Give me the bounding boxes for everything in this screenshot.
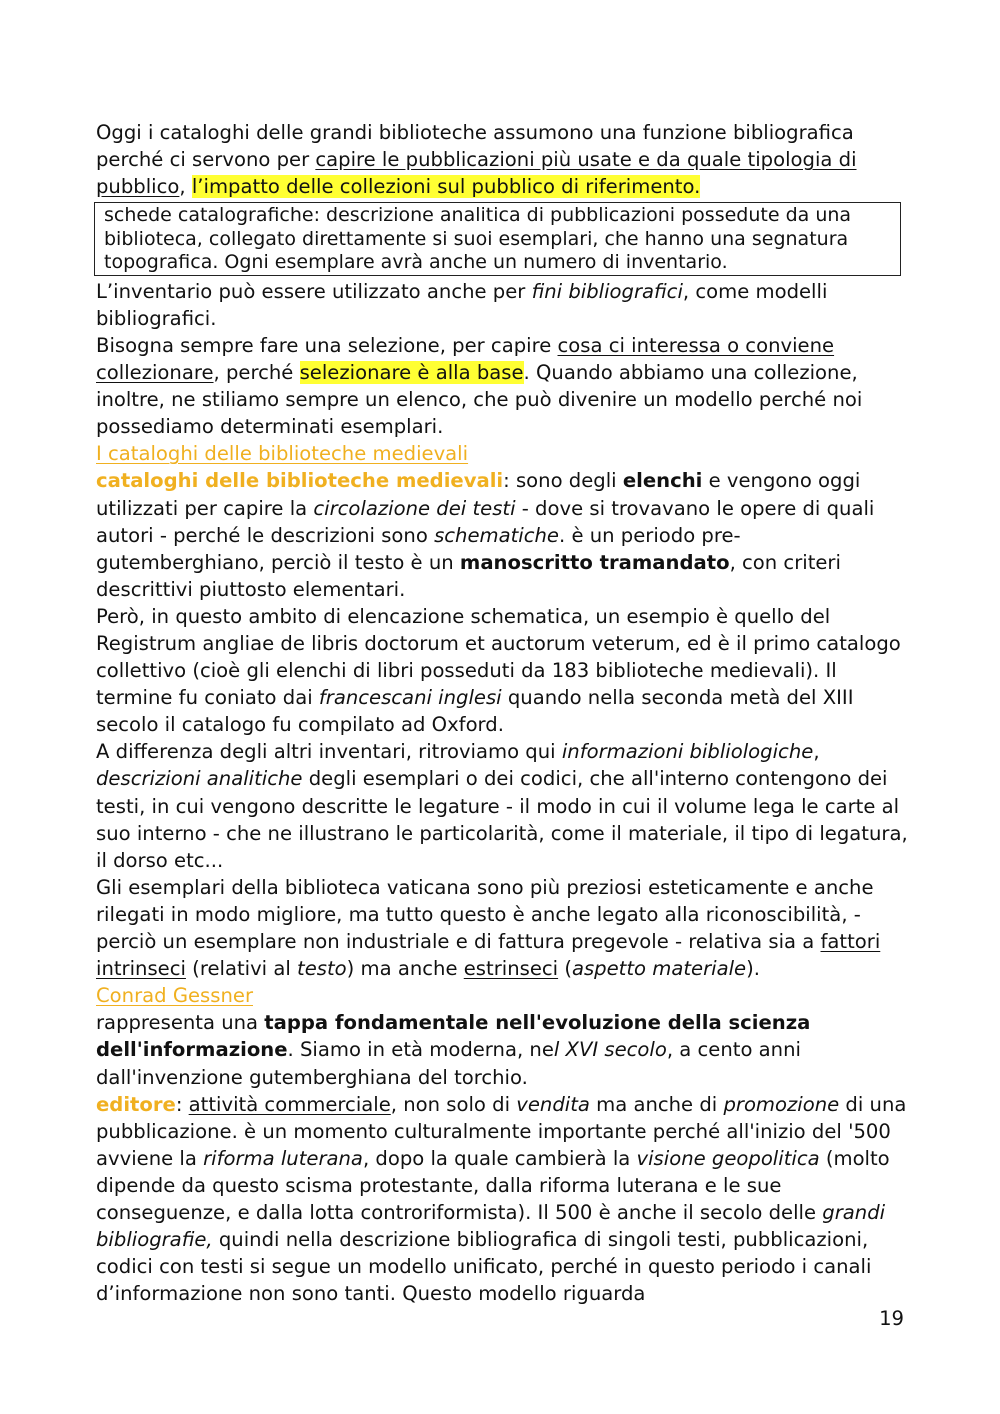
text-span: ) ma anche: [346, 957, 464, 981]
text-span: rappresenta una: [96, 1011, 265, 1035]
text-span: (: [558, 957, 572, 981]
heading-text: I cataloghi delle biblioteche medievali: [96, 442, 469, 466]
text-span: ,: [813, 740, 820, 764]
text-span: e vengono oggi utilizzati per capire la: [96, 469, 861, 520]
text-span: ).: [746, 957, 760, 981]
italic-text: francescani inglesi: [318, 686, 502, 710]
text-span: , con criteri descrittivi piuttosto elementari.: [96, 550, 841, 601]
section-heading-gessner: [96, 982, 908, 1009]
paragraph-selezione: [96, 332, 908, 440]
italic-text: riforma luterana: [203, 1146, 363, 1170]
term-text: editore: [96, 1092, 176, 1116]
text-span: , perché: [213, 361, 300, 385]
section-heading-medievali: [96, 440, 908, 467]
text-span: A differenza degli altri inventari, ritroviamo qui: [96, 740, 562, 764]
italic-text: promozione: [723, 1092, 840, 1116]
text-span: , come modelli bibliografici.: [96, 279, 828, 330]
underlined-text: cosa ci interessa o conviene collezionare: [96, 333, 835, 385]
text-span: . Siamo in età moderna, ne: [287, 1038, 554, 1062]
text-span: : sono degli: [503, 469, 623, 493]
paragraph-editore: [96, 1091, 908, 1308]
italic-text: informazioni bibliologiche: [561, 740, 814, 764]
italic-text: descrizioni analitiche: [96, 767, 303, 791]
bold-text: elenchi: [622, 469, 703, 493]
paragraph-inventario: [96, 278, 908, 332]
italic-text: grandi bibliografie,: [96, 1200, 886, 1252]
text-span: , a cento anni dall'invenzione gutemberghiana del torchio.: [96, 1038, 801, 1089]
paragraph-registrum: [96, 603, 908, 738]
paragraph-intro: [96, 119, 908, 200]
italic-text: testo: [297, 957, 347, 981]
italic-text: vendita: [516, 1092, 590, 1116]
text-span: Gli esemplari della biblioteca vaticana sono più preziosi esteticamente e anche rilegati in modo migliore, ma tutto questo è anche legato alla riconoscibilità, - perciò un esemplare non industriale e di fattura pregevole - relativa sia a: [96, 875, 874, 954]
definition-box: [94, 202, 901, 276]
paragraph-inventari: [96, 738, 908, 873]
text-span: - dove si trovavano le opere di quali autori - perché le descrizioni sono: [96, 496, 875, 547]
italic-text: schematiche: [434, 523, 559, 547]
text-span: ,: [179, 175, 192, 199]
italic-text: aspetto materiale: [571, 957, 747, 981]
underlined-text: estrinseci: [463, 957, 559, 981]
text-span: quando nella seconda metà del XIII secolo il catalogo fu compilato ad Oxford.: [96, 686, 854, 737]
paragraph-cataloghi: [96, 467, 908, 602]
bold-text: tappa fondamentale nell'evoluzione della scienza dell'informazione: [96, 1011, 811, 1062]
underlined-text: fattori intrinseci: [96, 930, 881, 981]
text-span: L’inventario può essere utilizzato anche per: [96, 279, 532, 303]
text-span: di una pubblicazione. è un momento culturalmente importante perché all'inizio del '500 avviene la: [96, 1092, 907, 1170]
paragraph-gessner: [96, 1009, 908, 1090]
text-span: Però, in questo ambito di elencazione schematica, un esempio è quello del Registrum angliae de libris doctorum et auctorum veterum, ed è il primo catalogo collettivo (cioè gli elenchi di libri posseduti da 183 biblioteche medievali). Il termine fu coniato dai: [96, 604, 901, 710]
text-span: Oggi i cataloghi delle grandi biblioteche assumono una funzione bibliografica perché ci servono per: [96, 121, 854, 172]
highlighted-text: selezionare è alla base: [299, 361, 524, 385]
paragraph-vaticana: [96, 874, 908, 982]
text-span: (molto dipende da questo scisma protestante, dalla riforma luterana e le sue conseguenze, e dalla lotta controriformista). Il 500 è anche il secolo delle: [96, 1146, 890, 1224]
text-span: , dopo la quale cambierà la: [362, 1146, 637, 1170]
italic-text: l XVI secolo: [553, 1038, 667, 1062]
text-span: :: [175, 1092, 189, 1116]
text-span: . è un periodo pre-gutemberghiano, perciò il testo è un: [96, 523, 741, 574]
text-span: , non solo di: [390, 1092, 517, 1116]
text-span: . Quando abbiamo una collezione, inoltre, ne stiliamo sempre un elenco, che può divenire un modello perché noi possediamo determinati esemplari.: [96, 361, 863, 439]
underlined-text: attività commerciale: [188, 1092, 391, 1116]
highlighted-text: l’impatto delle collezioni sul pubblico di riferimento.: [191, 175, 701, 199]
term-text: cataloghi delle biblioteche medievali: [96, 469, 504, 493]
document-body: [96, 119, 908, 1307]
text-span: Bisogna sempre fare una selezione, per capire: [96, 333, 558, 357]
heading-text: Conrad Gessner: [96, 984, 253, 1008]
italic-text: circolazione dei testi: [313, 496, 516, 520]
italic-text: fini bibliografici: [531, 279, 683, 303]
text-span: quindi nella descrizione bibliografica di singoli testi, pubblicazioni, codici con testi si segue un modello unificato, perché in questo periodo i canali d’informazione non sono tanti. Questo modello riguarda: [96, 1228, 872, 1306]
italic-text: visione geopolitica: [636, 1146, 820, 1170]
text-span: ma anche di: [589, 1092, 724, 1116]
box-text: schede catalografiche: descrizione analitica di pubblicazioni possedute da una biblioteca, collegato direttamente si suoi esemplari, che hanno una segnatura topografica. Ogni esemplare avrà anche un numero di inventario.: [104, 204, 852, 274]
underlined-text: capire le pubblicazioni più usate e da quale tipologia di pubblico: [96, 148, 857, 199]
text-span: (relativi al: [185, 957, 298, 981]
bold-text: manoscritto tramandato: [459, 550, 730, 574]
page-number: 19: [879, 1307, 904, 1330]
text-span: degli esemplari o dei codici, che all'interno contengono dei testi, in cui vengono descritte le legature - il modo in cui il volume lega le carte al suo interno - che ne illustrano le particolarità, come il materiale, il tipo di legatura, il dorso etc...: [96, 767, 908, 872]
